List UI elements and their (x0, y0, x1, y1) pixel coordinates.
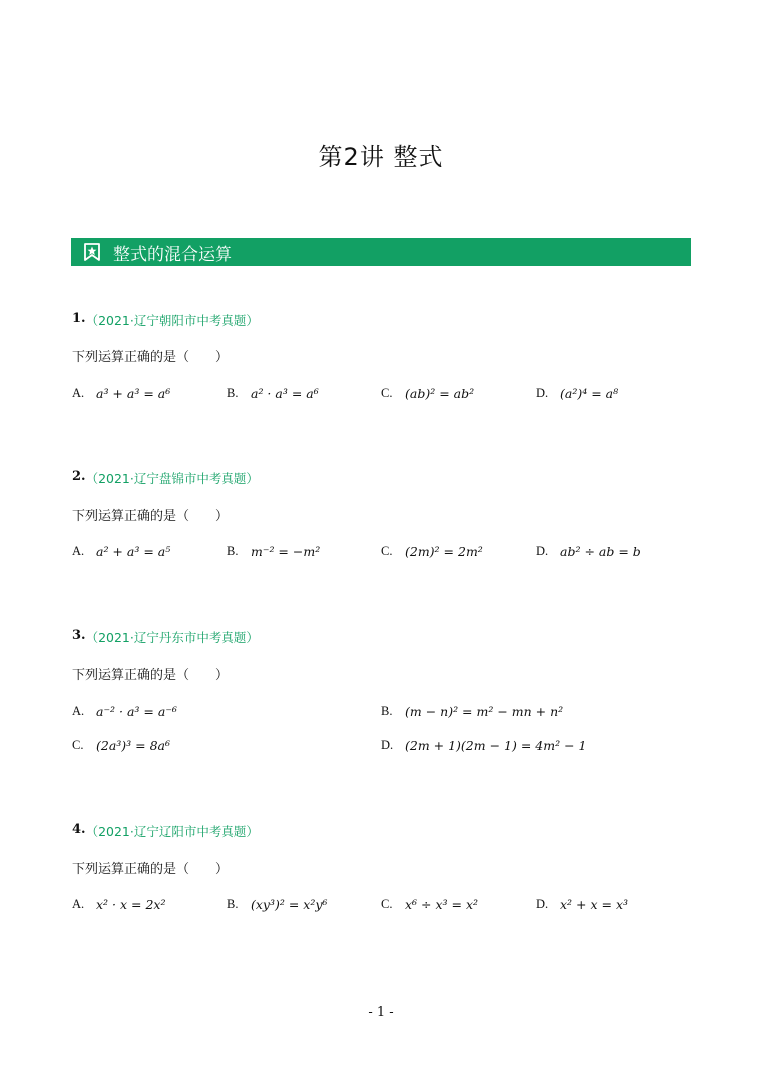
option-letter: C. (381, 544, 393, 558)
option-letter: C. (381, 897, 393, 911)
bookmark-star-icon (82, 242, 102, 262)
page-title: 第2讲 整式 (318, 143, 444, 171)
option-text: (2a³)³ = 8a⁶ (96, 738, 171, 753)
option-letter: A. (72, 704, 85, 718)
option-letter: A. (72, 386, 85, 400)
question-stem: 下列运算正确的是（ ） (72, 862, 229, 877)
option-text: m⁻² = −m² (251, 544, 321, 559)
option-a[interactable] (72, 704, 177, 719)
option-c[interactable] (72, 738, 170, 753)
option-letter: A. (72, 544, 85, 558)
option-text: (ab)² = ab² (405, 386, 475, 401)
option-text: ab² ÷ ab = b (560, 544, 641, 559)
question-header (72, 822, 259, 840)
option-text: a² · a³ = a⁶ (251, 386, 319, 401)
option-c[interactable] (381, 897, 478, 912)
question-number: 3. (72, 628, 86, 643)
option-letter: D. (536, 386, 549, 400)
question-header (72, 628, 259, 646)
option-letter: B. (227, 386, 239, 400)
option-text: a² + a³ = a⁵ (96, 544, 171, 559)
section-title: 整式的混合运算 (113, 244, 232, 265)
option-letter: C. (381, 386, 393, 400)
option-d[interactable] (536, 386, 618, 401)
option-b[interactable] (381, 704, 563, 719)
question-source: （2021·辽宁盘锦市中考真题） (85, 471, 259, 486)
option-b[interactable] (227, 544, 320, 559)
option-a[interactable] (72, 386, 170, 401)
question-number: 4. (72, 822, 86, 837)
question-number: 1. (72, 311, 86, 326)
option-d[interactable] (536, 897, 628, 912)
option-b[interactable] (227, 897, 327, 912)
option-a[interactable] (72, 544, 170, 559)
option-text: (m − n)² = m² − mn + n² (405, 704, 564, 719)
question-source: （2021·辽宁辽阳市中考真题） (85, 824, 259, 839)
option-letter: B. (227, 544, 239, 558)
question-source: （2021·辽宁丹东市中考真题） (85, 630, 259, 645)
question-stem: 下列运算正确的是（ ） (72, 668, 229, 683)
option-letter: D. (536, 897, 549, 911)
option-letter: A. (72, 897, 85, 911)
option-d[interactable] (536, 544, 641, 559)
question-source: （2021·辽宁朝阳市中考真题） (85, 313, 259, 328)
option-c[interactable] (381, 544, 483, 559)
question-number: 2. (72, 469, 86, 484)
page-number: - 1 - (368, 1005, 394, 1020)
option-letter: B. (227, 897, 239, 911)
option-letter: C. (72, 738, 84, 752)
question-header (72, 469, 259, 487)
option-text: x² · x = 2x² (96, 897, 166, 912)
option-c[interactable] (381, 386, 474, 401)
option-text: x² + x = x³ (560, 897, 629, 912)
question-stem: 下列运算正确的是（ ） (72, 509, 229, 524)
section-header (71, 238, 691, 266)
option-text: (2m)² = 2m² (405, 544, 483, 559)
option-text: a⁻² · a³ = a⁻⁶ (96, 704, 177, 719)
option-text: x⁶ ÷ x³ = x² (405, 897, 479, 912)
option-text: a³ + a³ = a⁶ (96, 386, 171, 401)
option-d[interactable] (381, 738, 586, 753)
option-letter: B. (381, 704, 393, 718)
option-text: (a²)⁴ = a⁸ (560, 386, 619, 401)
question-stem: 下列运算正确的是（ ） (72, 350, 229, 365)
option-text: (xy³)² = x²y⁶ (251, 897, 328, 912)
question-header (72, 311, 259, 329)
option-text: (2m + 1)(2m − 1) = 4m² − 1 (405, 738, 587, 753)
option-letter: D. (381, 738, 394, 752)
option-b[interactable] (227, 386, 319, 401)
option-a[interactable] (72, 897, 165, 912)
option-letter: D. (536, 544, 549, 558)
